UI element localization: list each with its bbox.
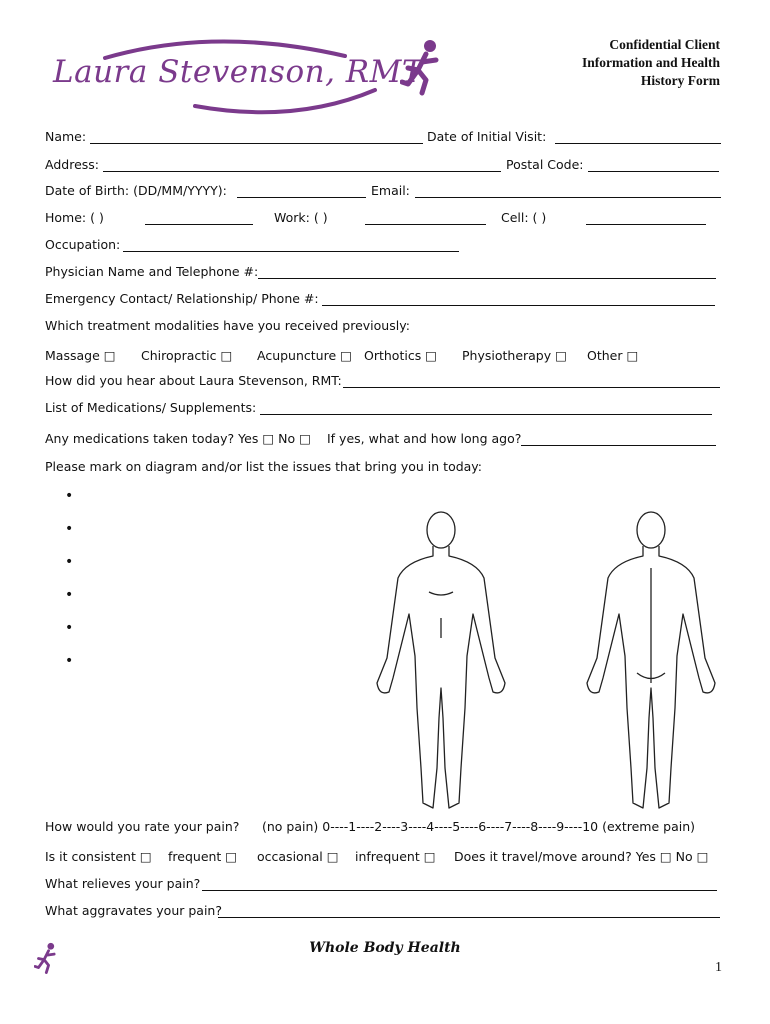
form-title [582,36,720,90]
modality-acupuncture[interactable]: Acupuncture □ [257,348,352,363]
issue-bullet[interactable]: • [65,521,74,537]
email-label: Email: [371,183,410,198]
issue-bullet[interactable]: • [65,554,74,570]
meds-today-question[interactable]: Any medications taken today? Yes □ No □ [45,431,311,446]
issue-bullet[interactable]: • [65,587,74,603]
body-front-figure [377,512,505,808]
modality-massage[interactable]: Massage □ [45,348,116,363]
consistent-option[interactable]: Is it consistent □ [45,849,152,864]
cell-phone-field[interactable] [586,224,706,225]
initial-visit-field[interactable] [555,143,721,144]
modality-physiotherapy[interactable]: Physiotherapy □ [462,348,567,363]
footer-tagline: Whole Body Health [309,940,461,956]
modality-other[interactable]: Other □ [587,348,639,363]
aggravates-label: What aggravates your pain? [45,903,222,918]
pain-rating-question: How would you rate your pain? [45,819,240,834]
logo-text: Laura Stevenson, RMT [53,54,424,90]
issue-bullet[interactable]: • [65,620,74,636]
email-field[interactable] [415,197,721,198]
heard-about-field[interactable] [343,387,720,388]
home-phone-label: Home: ( ) [45,210,104,225]
emergency-contact-label: Emergency Contact/ Relationship/ Phone #: [45,291,319,306]
modality-orthotics[interactable]: Orthotics □ [364,348,437,363]
work-phone-label: Work: ( ) [274,210,328,225]
home-phone-field[interactable] [145,224,253,225]
title-line-3: History Form [640,73,720,88]
frequent-option[interactable]: frequent □ [168,849,238,864]
occupation-label: Occupation: [45,237,121,252]
cell-phone-label: Cell: ( ) [501,210,547,225]
heard-about-label: How did you hear about Laura Stevenson, RMT: [45,373,342,388]
diagram-instructions: Please mark on diagram and/or list the issues that bring you in today: [45,459,483,474]
meds-how-long-label: If yes, what and how long ago? [327,431,522,446]
address-label: Address: [45,157,99,172]
logo [45,28,465,118]
name-field[interactable] [90,143,423,144]
medications-label: List of Medications/ Supplements: [45,400,257,415]
runner-icon [400,38,450,96]
occasional-option[interactable]: occasional □ [257,849,339,864]
name-label: Name: [45,129,87,144]
initial-visit-label: Date of Initial Visit: [427,129,547,144]
emergency-contact-field[interactable] [322,305,715,306]
body-diagram[interactable] [365,508,730,818]
dob-field[interactable] [237,197,366,198]
pain-scale[interactable]: (no pain) 0----1----2----3----4----5----6----7----8----9----10 (extreme pain) [262,819,695,834]
modality-chiropractic[interactable]: Chiropractic □ [141,348,233,363]
postal-code-field[interactable] [588,171,719,172]
body-back-figure [587,512,715,808]
meds-how-long-field[interactable] [521,445,716,446]
medications-field[interactable] [260,414,712,415]
title-line-2: Information and Health [581,55,720,70]
physician-field[interactable] [258,278,716,279]
infrequent-option[interactable]: infrequent □ [355,849,436,864]
work-phone-field[interactable] [365,224,486,225]
page-number: 1 [715,960,722,975]
occupation-field[interactable] [123,251,459,252]
travel-question[interactable]: Does it travel/move around? Yes □ No □ [454,849,709,864]
dob-label: Date of Birth: (DD/MM/YYYY): [45,183,227,198]
address-field[interactable] [103,171,501,172]
aggravates-field[interactable] [218,917,720,918]
postal-code-label: Postal Code: [506,157,584,172]
title-line-1: Confidential Client [609,37,720,52]
relieves-label: What relieves your pain? [45,876,201,891]
issue-bullet[interactable]: • [65,653,74,669]
physician-label: Physician Name and Telephone #: [45,264,259,279]
issue-bullet[interactable]: • [65,488,74,504]
modalities-question: Which treatment modalities have you received previously: [45,318,410,333]
relieves-field[interactable] [202,890,717,891]
